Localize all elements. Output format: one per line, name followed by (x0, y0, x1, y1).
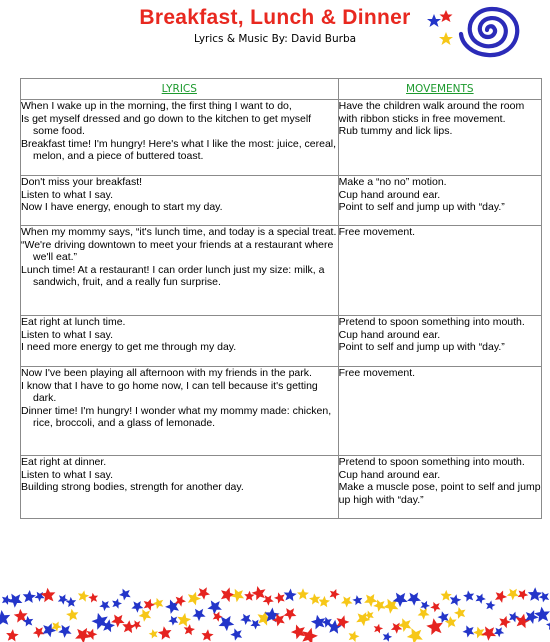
table-row (21, 367, 542, 456)
song-table (20, 78, 542, 519)
star-icon (341, 596, 353, 607)
star-icon (352, 595, 362, 605)
movements-cell (338, 226, 541, 316)
star-icon (34, 592, 44, 602)
movement-line: Make a “no no” motion. (338, 176, 447, 188)
lyrics-cell (21, 226, 339, 316)
star-icon (440, 10, 453, 22)
lyric-line: I need more energy to get me through my day. (21, 341, 237, 353)
star-icon (0, 610, 10, 626)
star-icon (219, 616, 235, 631)
movement-line: Rub tummy and lick lips. (338, 125, 453, 137)
lyric-line: Eat right at lunch time. (21, 316, 126, 328)
lyric-line: Building strong bodies, strength for another day. (21, 481, 244, 493)
lyric-line: Dinner time! I'm hungry! I wonder what my mommy made: chicken, rice, broccoli, and a glass of lemonade. (21, 404, 332, 429)
lyric-line: Listen to what I say. (21, 328, 114, 341)
star-icon (87, 629, 98, 640)
star-icon (330, 589, 340, 600)
star-icon (58, 594, 69, 604)
swirl-logo (426, 0, 550, 60)
star-icon (463, 590, 474, 601)
star-icon (407, 592, 421, 605)
movement-line: Make a muscle pose, point to self and jump up high with “day.” (338, 481, 541, 506)
star-icon (427, 14, 441, 27)
star-icon (184, 624, 195, 635)
star-icon (297, 588, 309, 599)
lyric-line: When my mommy says, “it's lunch time, and today is a special treat. (21, 226, 337, 238)
star-icon (546, 620, 550, 631)
star-icon (319, 596, 331, 607)
star-icon (41, 588, 56, 603)
star-icon (476, 594, 486, 604)
star-icon (122, 620, 135, 633)
star-icon (528, 587, 542, 601)
song-credits: Lyrics & Music By: David Burba (193, 33, 357, 45)
lyrics-cell (21, 176, 339, 226)
lyric-line: I know that I have to go home now, I can tell because it's getting dark. (21, 379, 318, 404)
star-icon (112, 598, 122, 608)
star-icon (263, 595, 274, 606)
lyric-line: Eat right at dinner. (21, 456, 107, 468)
movement-line: Point to self and jump up with “day.” (338, 341, 505, 353)
movement-line: Cup hand around ear. (338, 188, 441, 201)
song-title: Breakfast, Lunch & Dinner (139, 6, 411, 29)
lyric-line: Don't miss your breakfast! (21, 176, 143, 188)
star-icon (131, 601, 143, 613)
star-icon (274, 592, 285, 603)
star-icon (302, 628, 318, 642)
star-icon (473, 627, 484, 639)
star-icon (439, 32, 453, 45)
star-icon (374, 624, 383, 634)
table-header-row (21, 79, 542, 100)
movements-cell (338, 176, 541, 226)
star-icon (6, 629, 19, 641)
star-icon (177, 613, 191, 627)
star-icon (8, 594, 23, 608)
star-icon (144, 599, 155, 611)
star-icon (2, 595, 12, 605)
table-row (21, 100, 542, 176)
lyric-line: Now I have energy, enough to start my day. (21, 201, 223, 213)
star-icon (139, 609, 152, 622)
star-icon (495, 591, 507, 603)
star-icon (441, 590, 452, 601)
star-icon (202, 629, 214, 641)
movement-line: Point to self and jump up with “day.” (338, 201, 505, 213)
table-row (21, 176, 542, 226)
star-icon (153, 598, 164, 609)
lyric-line: Breakfast time! I'm hungry! Here's what I like the most: juice, cereal, melon, and a piece of buttered toast. (21, 137, 337, 162)
star-icon (188, 592, 201, 606)
star-icon (33, 627, 45, 638)
star-icon (284, 589, 297, 602)
star-icon (481, 626, 496, 640)
star-icon (99, 601, 110, 612)
star-icon (221, 587, 235, 602)
movement-line: Pretend to spoon something into mouth. Cup hand around ear. (338, 456, 525, 481)
star-icon (309, 593, 320, 604)
table-row (21, 456, 542, 519)
star-icon (383, 632, 392, 642)
lyrics-cell (21, 100, 339, 176)
movements-cell (338, 367, 541, 456)
lyric-line: Listen to what I say. (21, 188, 114, 201)
star-icon (78, 590, 89, 601)
star-icon (420, 601, 430, 611)
lyric-line: Lunch time! At a restaurant! I can order lunch just my size: milk, a sandwich, fruit, and a really fun surprise. (21, 263, 325, 288)
movement-line: Free movement. (338, 226, 416, 238)
star-icon (207, 600, 222, 614)
table-row (21, 316, 542, 367)
star-icon (250, 620, 260, 630)
star-icon (149, 629, 158, 639)
star-border (0, 585, 550, 642)
star-icon (507, 589, 519, 601)
star-icon (430, 602, 440, 612)
star-icon (240, 614, 251, 625)
movements-cell (338, 100, 541, 176)
star-icon (192, 609, 205, 622)
lyric-line: Listen to what I say. (21, 468, 114, 481)
star-icon (132, 620, 142, 629)
star-icon (168, 616, 178, 626)
star-icon (119, 589, 131, 601)
lyric-line: Now I've been playing all afternoon with my friends in the park. (21, 367, 312, 379)
star-icon (407, 628, 423, 642)
lyric-line: “We're driving downtown to meet your friends at a restaurant where we'll eat.” (21, 238, 334, 263)
star-icon (486, 600, 496, 610)
movements-cell (338, 316, 541, 367)
lyrics-cell (21, 367, 339, 456)
movement-line: Pretend to spoon something into mouth. Cup hand around ear. (338, 316, 525, 341)
star-icon (284, 608, 297, 620)
star-icon (88, 593, 98, 603)
star-icon (398, 618, 412, 632)
movements-column-header: MOVEMENTS (338, 79, 541, 100)
star-icon (158, 626, 172, 640)
star-icon (454, 607, 466, 619)
star-icon (463, 625, 475, 637)
star-icon (231, 589, 244, 602)
star-icon (499, 616, 511, 628)
star-icon (426, 618, 443, 635)
star-icon (534, 607, 550, 623)
star-icon (252, 586, 266, 600)
movements-cell (338, 456, 541, 519)
lyrics-cell (21, 316, 339, 367)
star-icon (450, 594, 462, 606)
star-icon (66, 597, 76, 607)
star-icon (393, 593, 408, 608)
table-row (21, 226, 542, 316)
movement-line: Have the children walk around the room with ribbon sticks in free movement. (338, 100, 525, 125)
star-icon (349, 631, 360, 642)
movement-line: Free movement. (338, 367, 416, 379)
lyrics-column-header: LYRICS (21, 79, 339, 100)
lyric-line: Is get myself dressed and go down to the kitchen to get myself some food. (21, 112, 312, 137)
star-icon (23, 590, 36, 603)
star-icon (230, 628, 242, 640)
star-icon (509, 612, 519, 623)
lyric-line: When I wake up in the morning, the first thing I want to do, (21, 100, 292, 112)
swirl-icon (461, 9, 517, 55)
lyrics-cell (21, 456, 339, 519)
star-icon (418, 608, 430, 620)
star-icon (66, 609, 78, 621)
star-icon (244, 591, 254, 601)
star-icon (518, 589, 529, 600)
